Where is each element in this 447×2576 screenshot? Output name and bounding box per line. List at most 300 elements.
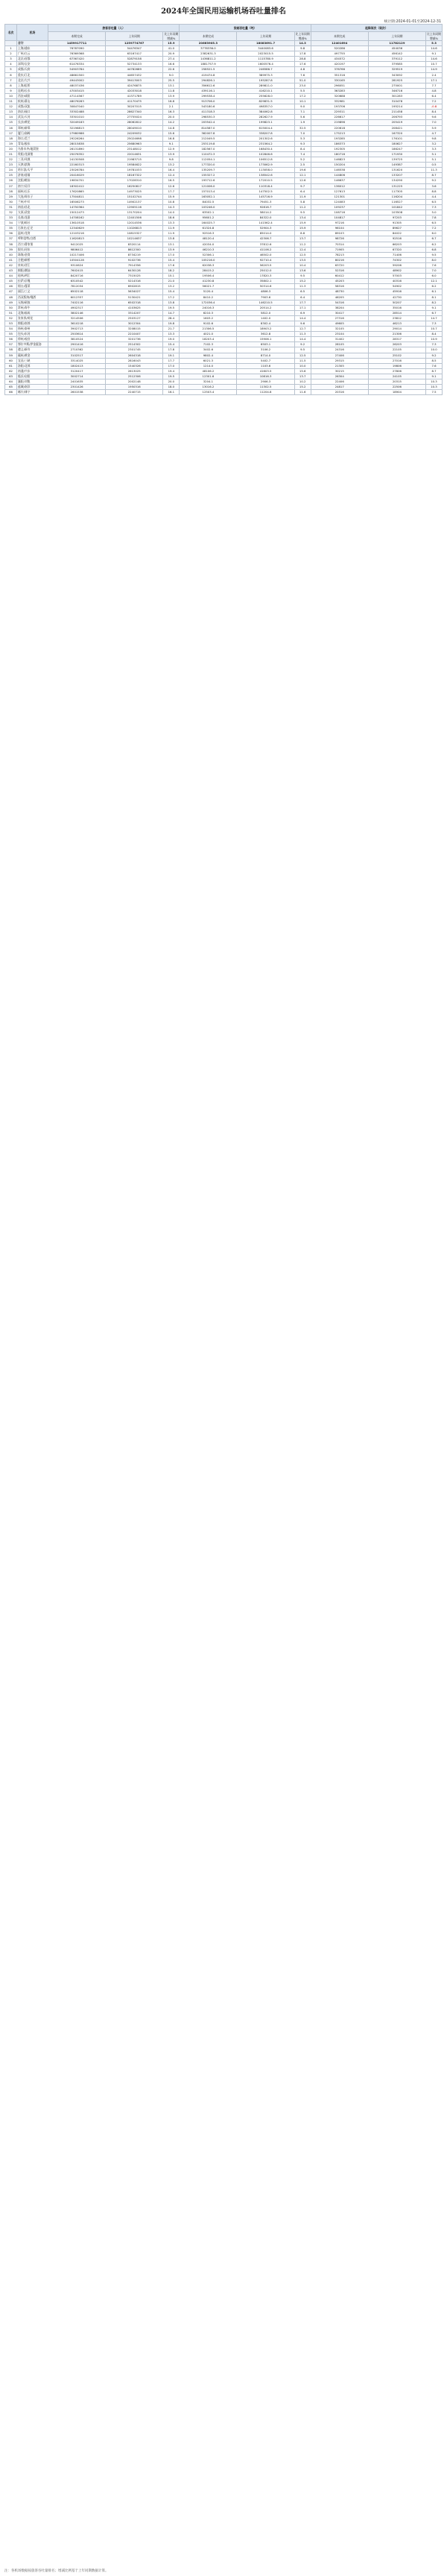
- movements-this-year: 27316: [311, 315, 368, 321]
- cargo-last-year: 113058.0: [237, 168, 294, 173]
- passenger-this-year: 14750364: [48, 204, 106, 210]
- passenger-last-year: 44657432: [106, 72, 163, 78]
- movements-last-year: 310478: [368, 99, 425, 104]
- passenger-this-year: 30847040: [48, 104, 106, 110]
- table-row: [5, 130, 443, 136]
- movements-this-year: 96104: [311, 226, 368, 231]
- movements-last-year: 281925: [368, 78, 425, 83]
- table-row: [5, 380, 443, 385]
- movements-growth: 7.6: [425, 363, 442, 368]
- movements-growth: 7.6: [425, 262, 442, 268]
- airport-name: 温州/龙湾: [17, 231, 48, 236]
- cargo-last-year: 84322.0: [237, 215, 294, 221]
- cargo-this-year: 212049.5: [180, 136, 237, 141]
- movements-growth: 3.3: [425, 146, 442, 151]
- movements-this-year: 150204: [311, 163, 368, 168]
- cargo-this-year: 157013.4: [180, 189, 237, 194]
- passenger-this-year: 47003415: [48, 88, 106, 93]
- movements-last-year: 92516: [368, 236, 425, 242]
- cargo-last-year: 1103.6: [237, 363, 294, 368]
- movements-this-year: 46205: [311, 295, 368, 300]
- passenger-last-year: 25680963: [106, 141, 163, 146]
- cargo-growth: 28.8: [294, 57, 311, 62]
- cargo-this-year: 163052.1: [180, 194, 237, 199]
- cargo-last-year-header: 上年同期: [237, 32, 294, 41]
- passenger-last-year: 63167417: [106, 51, 163, 57]
- table-row: [5, 347, 443, 353]
- passenger-growth: 13.3: [163, 332, 180, 337]
- movements-growth: 12.1: [425, 279, 442, 284]
- movements-this-year: 296051: [311, 83, 368, 88]
- passenger-last-year-header: 上年同期: [106, 32, 163, 41]
- passenger-growth: 27.4: [163, 57, 180, 62]
- passenger-last-year: 42033018: [106, 88, 163, 93]
- passenger-last-year: 6430128: [106, 268, 163, 274]
- airport-name: 烟台/蓬莱: [17, 284, 48, 289]
- cargo-this-year: 84032.5: [180, 199, 237, 204]
- airport-name: 桂林/两江: [17, 274, 48, 279]
- passenger-last-year: 18167322: [106, 173, 163, 178]
- movements-this-year: 29315: [311, 358, 368, 363]
- rank-cell: 44: [5, 274, 17, 279]
- movements-this-year: 124083: [311, 199, 368, 204]
- movements-growth: 2.4: [425, 72, 442, 78]
- airport-name: 丽江/三义: [17, 289, 48, 295]
- cargo-this-year: 356612.6: [180, 83, 237, 88]
- airport-name: 北京/大兴: [17, 78, 48, 83]
- ranking-table: [4, 24, 443, 395]
- cargo-this-year: 362007.8: [180, 130, 237, 136]
- passenger-this-year: 12340629: [48, 226, 106, 231]
- cargo-growth: 13.6: [294, 268, 311, 274]
- airport-name: 盐城/南洋: [17, 385, 48, 390]
- movements-growth: 6.2: [425, 242, 442, 247]
- movements-this-year: 520286: [311, 46, 368, 51]
- cargo-growth: 11.2: [294, 204, 311, 210]
- cargo-this-year: 6210.3: [180, 310, 237, 315]
- cargo-this-year: 203542.4: [180, 120, 237, 125]
- passenger-growth: 17.0: [163, 363, 180, 368]
- movements-growth: 6.5: [425, 221, 442, 226]
- movements-this-year: 146637: [311, 178, 368, 183]
- passenger-this-year: 7812034: [48, 284, 106, 289]
- passenger-growth: 14.8: [163, 125, 180, 130]
- rank-cell: 18: [5, 136, 17, 141]
- table-row: [5, 353, 443, 358]
- table-row: [5, 385, 443, 390]
- cargo-last-year: 615004.4: [237, 125, 294, 130]
- movements-growth: 6.1: [425, 289, 442, 295]
- table-row: [5, 363, 443, 368]
- cargo-growth: 12.5: [294, 252, 311, 257]
- cargo-growth: 9.5: [294, 347, 311, 353]
- airport-name: 洛阳/北郊: [17, 363, 48, 368]
- cargo-this-year: 3778336.0: [180, 46, 237, 51]
- passenger-growth: 41.0: [163, 46, 180, 51]
- movements-growth: 6.0: [425, 274, 442, 279]
- movements-last-year: 454036: [368, 46, 425, 51]
- airport-name: 宜昌/三峡: [17, 358, 48, 363]
- movements-last-year: 116204: [368, 194, 425, 199]
- movements-growth: 7.3: [425, 204, 442, 210]
- airport-name: 南昌/昌北: [17, 204, 48, 210]
- movements-growth: 6.7: [425, 310, 442, 315]
- airport-name: 包头/东河: [17, 332, 48, 337]
- cargo-growth: 9.0: [294, 104, 311, 110]
- movements-this-year: 186373: [311, 141, 368, 146]
- passenger-this-year: 7602415: [48, 268, 106, 274]
- cargo-this-year: 12301.6: [180, 374, 237, 379]
- cargo-last-year: 231564.2: [237, 141, 294, 146]
- movements-last-year: 343092: [368, 72, 425, 78]
- passenger-last-year: 2503127: [106, 315, 163, 321]
- passenger-last-year: 28627340: [106, 110, 163, 115]
- passenger-last-year: 27755024: [106, 115, 163, 120]
- passenger-growth: 17.7: [163, 189, 180, 194]
- cargo-last-year: 11204.8: [237, 390, 294, 395]
- passenger-growth: 19.1: [163, 353, 180, 358]
- cargo-growth: 6.5: [294, 289, 311, 295]
- passenger-last-year: 3208015: [106, 327, 163, 332]
- passenger-last-year: 1540326: [106, 363, 163, 368]
- cargo-last-year: 106512.8: [237, 157, 294, 163]
- cargo-growth: 9.8: [294, 46, 311, 51]
- movements-growth: 5.1: [425, 157, 442, 163]
- rank-cell: 50: [5, 305, 17, 310]
- passenger-growth: 16.6: [163, 62, 180, 67]
- table-row: [5, 83, 443, 88]
- movements-last-year: 46213: [368, 321, 425, 326]
- total-label: 合计: [17, 41, 48, 46]
- rank-cell: 65: [5, 385, 17, 390]
- cargo-this-year: 3402.6: [180, 347, 237, 353]
- table-row: [5, 226, 443, 231]
- movements-growth: 7.5: [425, 390, 442, 395]
- passenger-this-year: 4902317: [48, 305, 106, 310]
- total-cargo-growth: 14.3: [294, 41, 311, 46]
- table-row: [5, 247, 443, 252]
- passenger-last-year: 21983715: [106, 157, 163, 163]
- cargo-last-year: 145716.9: [237, 194, 294, 199]
- cargo-growth: 9.7: [294, 183, 311, 189]
- movements-last-year: 28514: [368, 310, 425, 315]
- airport-name: 武汉/天河: [17, 115, 48, 120]
- movements-growth: 4.4: [425, 194, 442, 199]
- passenger-growth: 19.5: [163, 305, 180, 310]
- cargo-this-year: 41230.8: [180, 279, 237, 284]
- movements-last-year: 27016: [368, 358, 425, 363]
- movements-last-year: 131620: [368, 168, 425, 173]
- passenger-last-year: 42476875: [106, 83, 163, 88]
- movements-last-year: 206793: [368, 115, 425, 120]
- movements-this-year: 24817: [311, 385, 368, 390]
- cargo-growth: 23.0: [294, 83, 311, 88]
- cargo-growth: 7.6: [294, 72, 311, 78]
- movements-this-year: 127613: [311, 189, 368, 194]
- cargo-this-year: 1881757.9: [180, 62, 237, 67]
- rank-cell: 55: [5, 332, 17, 337]
- passenger-last-year: 5634027: [106, 289, 163, 295]
- passenger-this-year: 15012473: [48, 210, 106, 215]
- passenger-last-year: 12014536: [106, 221, 163, 226]
- movements-growth: 9.1: [425, 51, 442, 57]
- movements-last-year: 91305: [368, 221, 425, 226]
- table-row: [5, 337, 443, 342]
- movements-this-year: 146823: [311, 157, 368, 163]
- movements-this-year: 49605: [311, 321, 368, 326]
- cargo-last-year: 5812.0: [237, 310, 294, 315]
- movements-last-year: 180627: [368, 141, 425, 146]
- cargo-last-year: 146210.5: [237, 300, 294, 305]
- passenger-this-year: 76787090: [48, 46, 106, 51]
- passenger-this-year: 2401635: [48, 380, 106, 385]
- passenger-growth: 14.0: [163, 210, 180, 215]
- movements-this-year: 144806: [311, 173, 368, 178]
- movements-this-year: 104817: [311, 215, 368, 221]
- cargo-last-year: 416210.1: [237, 88, 294, 93]
- movements-growth: 6.5: [425, 199, 442, 204]
- cargo-last-year: 56203.5: [237, 262, 294, 268]
- passenger-last-year: 9102736: [106, 257, 163, 262]
- movements-growth: 14.6: [425, 46, 442, 51]
- passenger-growth: 16.5: [163, 178, 180, 183]
- movements-last-year: 131225: [368, 183, 425, 189]
- movements-last-year: 167320: [368, 130, 425, 136]
- passenger-growth: 15.6: [163, 130, 180, 136]
- cargo-this-year: 8410.2: [180, 295, 237, 300]
- passenger-growth: 19.4: [163, 368, 180, 374]
- cargo-last-year: 25012.0: [237, 268, 294, 274]
- movements-last-year: 59206: [368, 262, 425, 268]
- cargo-growth: 11.2: [294, 242, 311, 247]
- passenger-last-year: 2512306: [106, 374, 163, 379]
- cargo-this-year: 164025.7: [180, 221, 237, 226]
- cargo-growth: 15.6: [294, 368, 311, 374]
- rank-cell: 29: [5, 194, 17, 199]
- airport-name: 太原/武宿: [17, 210, 48, 215]
- movements-last-year: 50207: [368, 300, 425, 305]
- total-rank: [5, 41, 17, 46]
- table-row: [5, 120, 443, 125]
- movements-last-year: 84022: [368, 231, 425, 236]
- passenger-growth: 14.3: [163, 204, 180, 210]
- airport-name: 徐州/观音: [17, 337, 48, 342]
- table-row: [5, 236, 443, 242]
- cargo-last-year: 1115780.9: [237, 57, 294, 62]
- rank-cell: 19: [5, 141, 17, 146]
- passenger-this-year: 28015838: [48, 141, 106, 146]
- rank-cell: 41: [5, 257, 17, 262]
- cargo-growth: 7.4: [294, 151, 311, 157]
- movements-growth: 6.4: [425, 93, 442, 98]
- cargo-this-year: 814587.0: [180, 125, 237, 130]
- movements-growth: 7.2: [425, 99, 442, 104]
- cargo-this-year: 258521.5: [180, 67, 237, 72]
- rank-cell: 37: [5, 236, 17, 242]
- passenger-last-year: 10815327: [106, 231, 163, 236]
- airport-name: 张家界/荷花: [17, 315, 48, 321]
- table-row: [5, 88, 443, 93]
- rank-cell: 59: [5, 353, 17, 358]
- movements-this-year: 70314: [311, 242, 368, 247]
- cargo-last-year: 6503.1: [237, 342, 294, 347]
- airport-name: 襄阳/刘集: [17, 380, 48, 385]
- movements-growth: 6.8: [425, 247, 442, 252]
- passenger-this-year: 12103216: [48, 231, 106, 236]
- passenger-growth: 9.0: [163, 72, 180, 78]
- cargo-last-year: 58014.2: [237, 210, 294, 215]
- passenger-this-year: 9412025: [48, 242, 106, 247]
- movements-growth: 5.0: [425, 210, 442, 215]
- cargo-last-year: 50314.6: [237, 284, 294, 289]
- cargo-growth: 17.7: [294, 300, 311, 305]
- table-row: [5, 284, 443, 289]
- movements-last-year: 67320: [368, 247, 425, 252]
- table-row: [5, 262, 443, 268]
- movements-growth: 3.6: [425, 183, 442, 189]
- cargo-last-year: 10816.3: [237, 374, 294, 379]
- cargo-last-year: 498357.0: [237, 104, 294, 110]
- cargo-last-year: 3612.8: [237, 332, 294, 337]
- movements-growth: 10.0: [425, 347, 442, 353]
- passenger-this-year: 33302488: [48, 110, 106, 115]
- cargo-last-year: 92710.4: [237, 257, 294, 262]
- movements-this-year: 136012: [311, 183, 368, 189]
- airport-name: 揭阳/潮汕: [17, 268, 48, 274]
- cargo-growth: 15.2: [294, 385, 311, 390]
- movements-last-year: 346716: [368, 88, 425, 93]
- movements-growth: 8.1: [425, 295, 442, 300]
- movements-this-year: 320688: [311, 93, 368, 98]
- passenger-this-year: 10217406: [48, 252, 106, 257]
- airport-name: 合肥/新桥: [17, 257, 48, 262]
- table-row: [5, 46, 443, 51]
- rank-cell: 39: [5, 247, 17, 252]
- movements-this-year: 98726: [311, 236, 368, 242]
- passenger-this-year: 16506273: [48, 199, 106, 204]
- passenger-growth: 16.1: [163, 390, 180, 395]
- rank-cell: 54: [5, 327, 17, 332]
- passenger-this-year: 54903784: [48, 67, 106, 72]
- passenger-this-year: 6310542: [48, 279, 106, 284]
- movements-growth: 8.7: [425, 173, 442, 178]
- cargo-this-year: 63502.1: [180, 210, 237, 215]
- cargo-growth: 5.8: [294, 199, 311, 204]
- passenger-growth: 28.4: [163, 315, 180, 321]
- airport-name: 杭州/萧山: [17, 99, 48, 104]
- cargo-last-year: 199823.1: [237, 120, 294, 125]
- cargo-this-year: 61324.8: [180, 226, 237, 231]
- cargo-growth: 12.7: [294, 327, 311, 332]
- movements-this-year: 60412: [311, 274, 368, 279]
- movements-growth: 10.7: [425, 62, 442, 67]
- movements-last-year: 456142: [368, 51, 425, 57]
- passenger-this-year: 14708162: [48, 215, 106, 221]
- rank-cell: 43: [5, 268, 17, 274]
- movements-last-year: 176101: [368, 136, 425, 141]
- passenger-last-year: 54476347: [106, 46, 163, 51]
- airport-name: 银川/河东: [17, 247, 48, 252]
- cargo-last-year: 42306.7: [237, 236, 294, 242]
- airport-name: 西双版纳/嘎洒: [17, 295, 48, 300]
- table-row: [5, 204, 443, 210]
- cargo-this-year: 103246.0: [180, 204, 237, 210]
- rank-header: 名次: [5, 25, 17, 41]
- passenger-growth: 15.4: [163, 289, 180, 295]
- movements-growth: 5.1: [425, 151, 442, 157]
- passenger-this-year: 67367420: [48, 57, 106, 62]
- passenger-last-year: 8612300: [106, 247, 163, 252]
- passenger-this-year: 3002714: [48, 374, 106, 379]
- rank-cell: 63: [5, 374, 17, 379]
- rank-cell: 32: [5, 210, 17, 215]
- passenger-growth: 13.9: [163, 151, 180, 157]
- movements-last-year: 275001: [368, 83, 425, 88]
- passenger-this-year: 19834701: [48, 178, 106, 183]
- cargo-this-year: 24016.3: [180, 305, 237, 310]
- passenger-this-year: 33301010: [48, 115, 106, 120]
- table-row: [5, 183, 443, 189]
- airport-name: 深圳/宝安: [17, 62, 48, 67]
- passenger-last-year: 52879158: [106, 57, 163, 62]
- airport-name: 济南/遥墙: [17, 173, 48, 178]
- movements-this-year: 146538: [311, 168, 368, 173]
- table-row: [5, 274, 443, 279]
- airport-name: 赣州/黄金: [17, 353, 48, 358]
- movements-this-year: 28105: [311, 342, 368, 347]
- cargo-this-year: 56021.7: [180, 284, 237, 289]
- airport-name: 珠海/金湾: [17, 252, 48, 257]
- movements-this-year: 30215: [311, 368, 368, 374]
- cargo-growth: 17.6: [294, 62, 311, 67]
- passenger-growth: 13.2: [163, 284, 180, 289]
- rank-cell: 46: [5, 284, 17, 289]
- cargo-growth: 10.0: [294, 363, 311, 368]
- cargo-header: 货邮吞吐量（吨）: [180, 25, 311, 32]
- table-row: [5, 289, 443, 295]
- passenger-this-year: 20416029: [48, 173, 106, 178]
- movements-this-year: 54316: [311, 300, 368, 305]
- passenger-this-year: 2503614: [48, 332, 106, 337]
- table-row: [5, 374, 443, 379]
- passenger-last-year: 28062812: [106, 120, 163, 125]
- movements-this-year: 21305: [311, 363, 368, 368]
- passenger-last-year: 12401506: [106, 215, 163, 221]
- cargo-growth: 17.8: [294, 51, 311, 57]
- passenger-last-year: 2210407: [106, 332, 163, 337]
- rank-cell: 14: [5, 115, 17, 120]
- cargo-growth: 15.9: [294, 221, 311, 226]
- cargo-last-year: 52904.3: [237, 226, 294, 231]
- movements-this-year: 109237: [311, 204, 368, 210]
- airport-name: 成都/天府: [17, 67, 48, 72]
- cargo-this-year: 92516.3: [180, 231, 237, 236]
- cargo-this-year: 28415.2: [180, 268, 237, 274]
- cargo-this-year: 46210.3: [180, 247, 237, 252]
- movements-last-year: 21306: [368, 332, 425, 337]
- passenger-this-year: 1802413: [48, 363, 106, 368]
- movements-last-year: 301283: [368, 93, 425, 98]
- passenger-growth: 16.8: [163, 136, 180, 141]
- report-title: 2024年全国民用运输机场吞吐量排名: [161, 7, 286, 16]
- movements-last-year: 171930: [368, 151, 425, 157]
- movements-this-year: 497755: [311, 51, 368, 57]
- rank-cell: 38: [5, 242, 17, 247]
- rank-cell: 7: [5, 78, 17, 83]
- movements-this-year: 226617: [311, 115, 368, 120]
- cargo-this-year: 52306.1: [180, 252, 237, 257]
- passenger-this-year: 3102517: [48, 353, 106, 358]
